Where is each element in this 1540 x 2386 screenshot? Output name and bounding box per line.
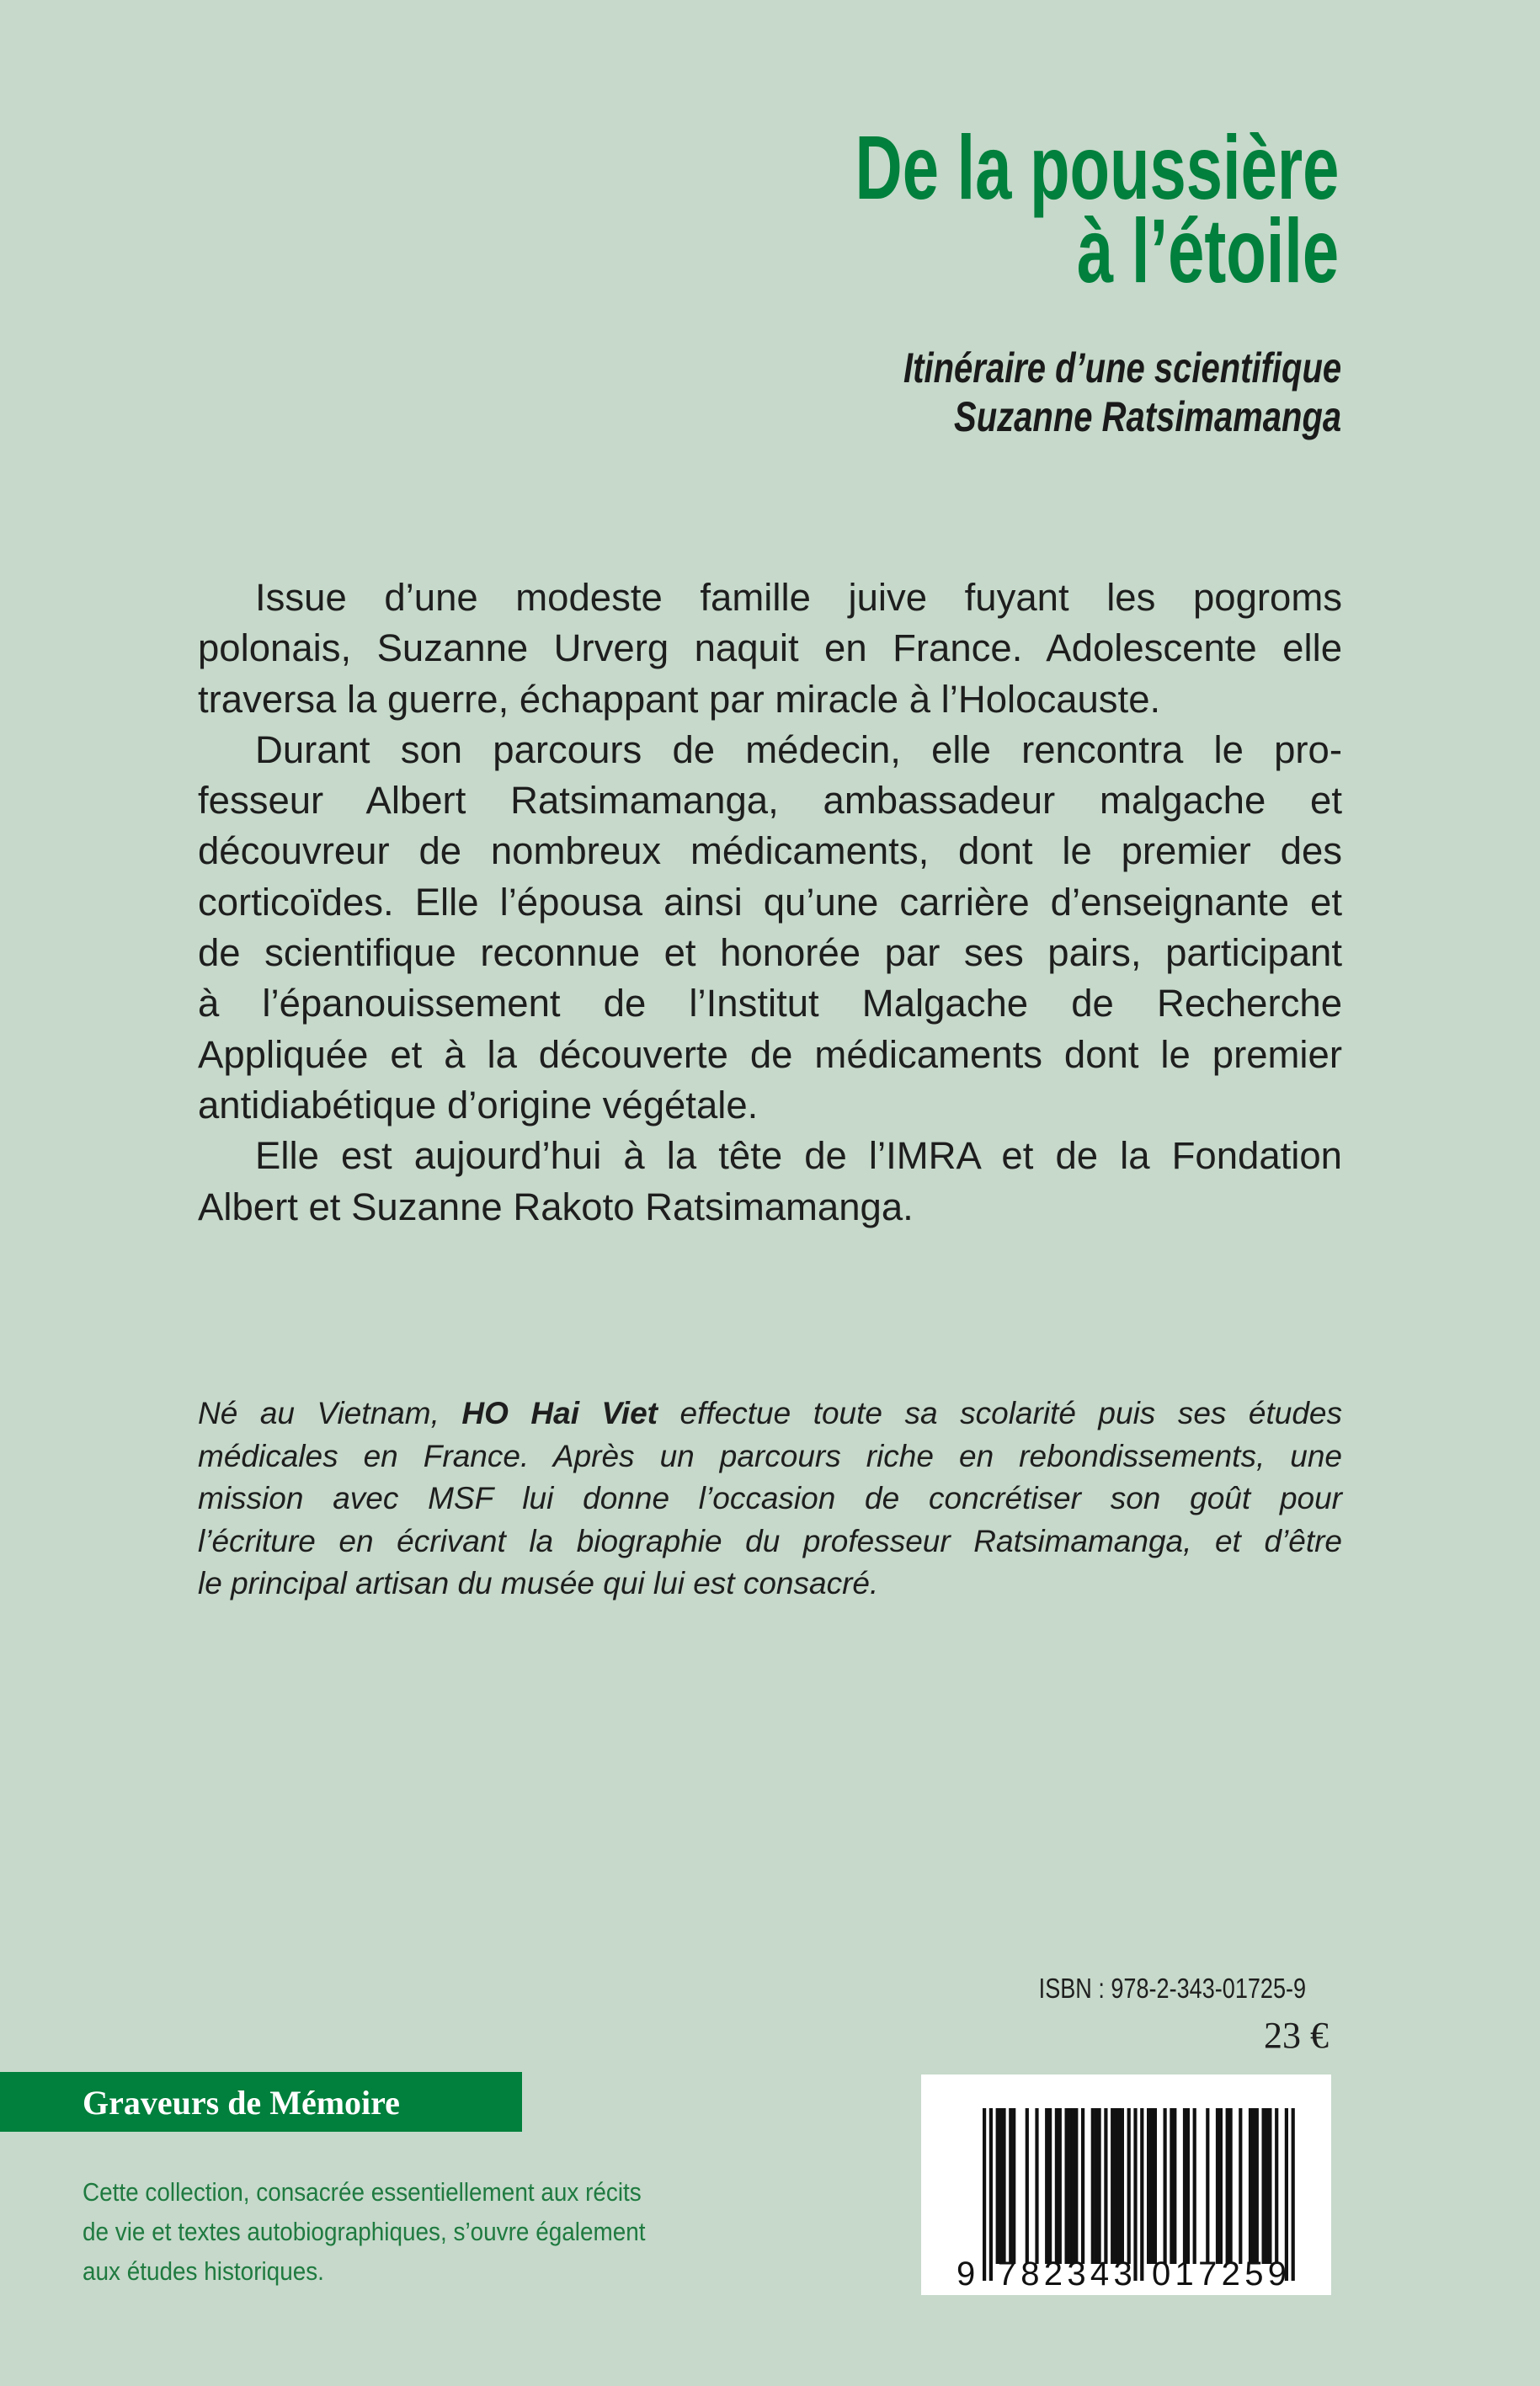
barcode-bar bbox=[983, 2108, 986, 2281]
barcode-bar bbox=[1074, 2108, 1078, 2264]
author-bio-line: médicales en France. Après un parcours riche en rebondissements, une bbox=[198, 1438, 1342, 1473]
barcode-bar bbox=[1055, 2108, 1058, 2264]
barcode-digits-right: 017259 bbox=[1152, 2256, 1287, 2293]
barcode-bar bbox=[1026, 2108, 1029, 2264]
barcode-bar bbox=[1009, 2108, 1012, 2264]
barcode-bar bbox=[989, 2108, 993, 2281]
book-title-line-2: à l’étoile bbox=[1076, 200, 1339, 301]
barcode-bar bbox=[1249, 2108, 1252, 2264]
book-title-line-1: De la poussière bbox=[855, 116, 1339, 218]
barcode-bar bbox=[1035, 2108, 1038, 2264]
barcode-bar bbox=[1091, 2108, 1095, 2264]
subtitle-line-1: Itinéraire d’une scientifique bbox=[903, 344, 1341, 391]
author-bio-line: mission avec MSF lui donne l’occasion de concrétiser son goût pour bbox=[198, 1481, 1342, 1516]
collection-description-line: aux études historiques. bbox=[83, 2256, 324, 2286]
barcode-bar bbox=[1268, 2108, 1271, 2264]
barcode-bar bbox=[1206, 2108, 1209, 2264]
barcode-bar bbox=[1065, 2108, 1068, 2264]
barcode-bar bbox=[1133, 2108, 1137, 2281]
summary-line: Elle est aujourd’hui à la tête de l’IMRA et de la Fondation bbox=[255, 1134, 1342, 1178]
barcode-bar bbox=[1127, 2108, 1131, 2264]
summary-line: traversa la guerre, échappant par miracle à l’Holocauste. bbox=[198, 677, 1161, 721]
barcode-bar bbox=[1164, 2108, 1167, 2264]
barcode-bar bbox=[1095, 2108, 1098, 2264]
barcode-bar bbox=[1170, 2108, 1173, 2264]
summary-line: fesseur Albert Ratsimamanga, ambassadeur malgache et bbox=[198, 779, 1342, 823]
barcode-bar bbox=[999, 2108, 1003, 2264]
barcode-bar bbox=[1186, 2108, 1190, 2264]
barcode-bar bbox=[1219, 2108, 1223, 2264]
barcode-bar bbox=[1265, 2108, 1268, 2264]
barcode-bar bbox=[1150, 2108, 1154, 2264]
barcode-bar bbox=[1117, 2108, 1121, 2264]
barcode-digits-left: 782343 bbox=[997, 2256, 1132, 2293]
summary-paragraph bbox=[198, 1131, 1342, 1233]
barcode-bar bbox=[1173, 2108, 1176, 2264]
book-summary bbox=[198, 573, 1342, 1233]
bio-text: effectue toute sa scolarité puis ses études bbox=[658, 1396, 1343, 1430]
barcode-bar bbox=[1275, 2108, 1278, 2264]
collection-band bbox=[0, 2072, 522, 2132]
barcode-bar bbox=[1193, 2108, 1196, 2264]
barcode-bar bbox=[1239, 2108, 1242, 2264]
summary-line: Issue d’une modeste famille juive fuyant les pogroms bbox=[255, 576, 1342, 619]
barcode-bar bbox=[996, 2108, 999, 2264]
summary-line: à l’épanouissement de l’Institut Malgache de Recherche bbox=[198, 982, 1342, 1025]
summary-paragraph bbox=[198, 725, 1342, 1131]
barcode-bar bbox=[1154, 2108, 1157, 2264]
summary-line: découvreur de nombreux médicaments, dont le premier des bbox=[198, 829, 1342, 873]
isbn: ISBN : 978-2-343-01725-9 bbox=[1038, 1973, 1306, 2004]
collection-description bbox=[83, 2172, 645, 2291]
summary-line: Durant son parcours de médecin, elle rencontra le pro- bbox=[255, 727, 1342, 771]
barcode-bar bbox=[1104, 2108, 1107, 2264]
barcode-bar bbox=[1081, 2108, 1084, 2264]
barcode-bar bbox=[1252, 2108, 1255, 2264]
subtitle-line-2: Suzanne Ratsimamanga bbox=[953, 393, 1341, 440]
barcode-bar bbox=[1114, 2108, 1117, 2264]
barcode-bar bbox=[1002, 2108, 1005, 2264]
summary-line: corticoïdes. Elle l’épousa ainsi qu’une carrière d’enseignante et bbox=[198, 880, 1342, 924]
barcode-bar bbox=[1111, 2108, 1114, 2264]
barcode bbox=[921, 2074, 1331, 2295]
collection-description-line: Cette collection, consacrée essentiellement aux récits bbox=[83, 2177, 642, 2207]
barcode-bar bbox=[1292, 2108, 1295, 2281]
summary-paragraph bbox=[198, 573, 1342, 725]
barcode-bar bbox=[1071, 2108, 1074, 2264]
author-bio-line: l’écriture en écrivant la biographie du professeur Ratsimamanga, et d’être bbox=[198, 1523, 1342, 1558]
bio-text: Né au Vietnam, bbox=[198, 1396, 462, 1430]
barcode-bar bbox=[1012, 2108, 1015, 2264]
collection-name: Graveurs de Mémoire bbox=[83, 2084, 400, 2122]
author-bio-line: le principal artisan du musée qui lui est consacré. bbox=[198, 1566, 879, 1601]
barcode-bar bbox=[1058, 2108, 1062, 2264]
price: 23 € bbox=[1264, 2015, 1329, 2056]
barcode-bar bbox=[1048, 2108, 1052, 2264]
barcode-graphic bbox=[921, 2074, 1331, 2295]
barcode-bar bbox=[1229, 2108, 1233, 2264]
barcode-bar bbox=[1183, 2108, 1186, 2264]
barcode-bar bbox=[1098, 2108, 1101, 2264]
author-bio-line bbox=[198, 1393, 1342, 1435]
barcode-bar bbox=[1121, 2108, 1124, 2264]
barcode-bar bbox=[1140, 2108, 1143, 2281]
barcode-bar bbox=[1147, 2108, 1150, 2264]
barcode-bar bbox=[1216, 2108, 1219, 2264]
author-bio bbox=[198, 1393, 1342, 1606]
summary-line: Albert et Suzanne Rakoto Ratsimamanga. bbox=[198, 1185, 914, 1228]
author-name: HO Hai Viet bbox=[461, 1396, 658, 1430]
collection-description-line: de vie et textes autobiographiques, s’ouvre également bbox=[83, 2217, 646, 2246]
summary-line: Appliquée et à la découverte de médicaments dont le premier bbox=[198, 1032, 1342, 1076]
barcode-bar bbox=[1255, 2108, 1259, 2264]
barcode-bar bbox=[1045, 2108, 1048, 2264]
summary-line: antidiabétique d’origine végétale. bbox=[198, 1083, 759, 1126]
summary-line: polonais, Suzanne Urverg naquit en France. Adolescente elle bbox=[198, 626, 1342, 670]
summary-line: de scientifique reconnue et honorée par ses pairs, participant bbox=[198, 931, 1342, 975]
barcode-bar bbox=[1262, 2108, 1266, 2264]
barcode-digit-first: 9 bbox=[957, 2256, 976, 2293]
barcode-bar bbox=[1226, 2108, 1229, 2264]
barcode-bar bbox=[1068, 2108, 1071, 2264]
